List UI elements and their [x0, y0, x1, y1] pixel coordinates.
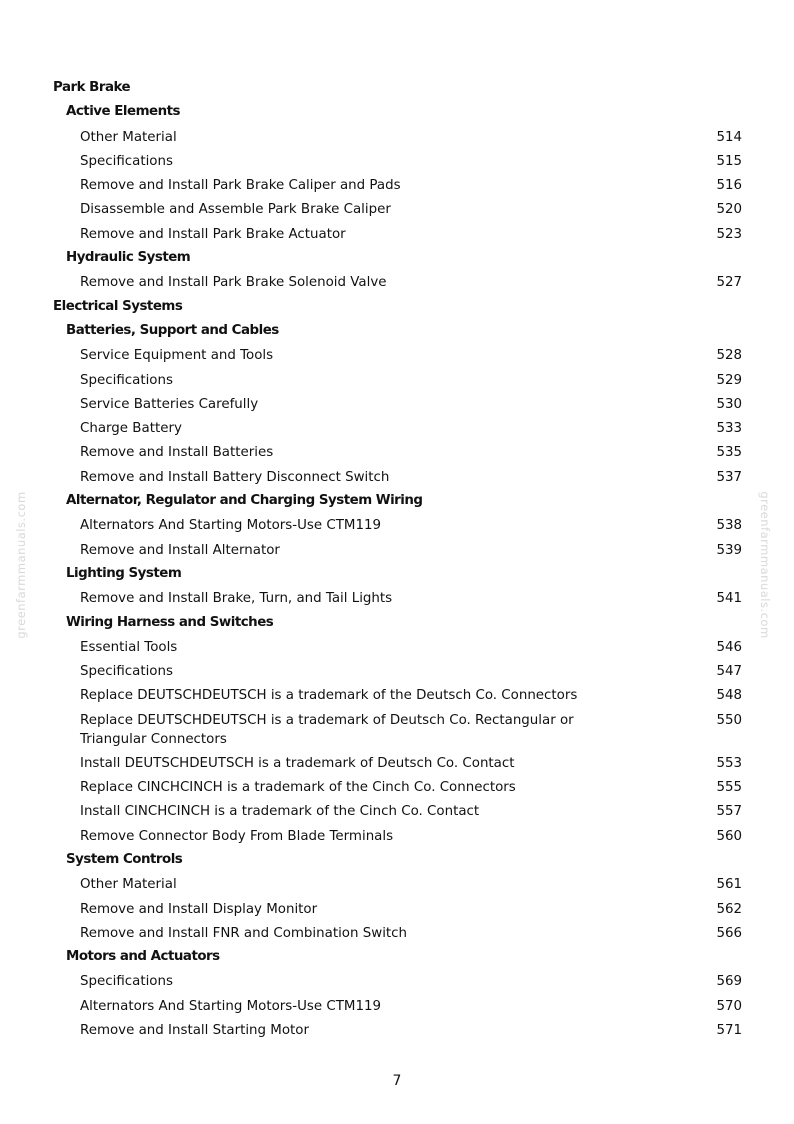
toc-entry[interactable] — [0, 708, 794, 751]
toc-entry[interactable] — [0, 149, 794, 173]
toc-entry[interactable] — [0, 635, 794, 659]
watermark-left: greenfarmmanuals.com — [14, 491, 28, 639]
toc-entry[interactable] — [0, 824, 794, 848]
toc-entry[interactable] — [0, 775, 794, 799]
toc-entry-title: Remove Connector Body From Blade Terminals — [80, 828, 394, 844]
toc-heading-title: System Controls — [66, 851, 183, 867]
toc-entry-title: Other Material — [80, 877, 177, 893]
toc-entry-title: Replace DEUTSCHDEUTSCH is a trademark of the Deutsch Co. Connectors — [80, 688, 578, 704]
toc-section — [0, 100, 794, 124]
toc-entry-title: Alternators And Starting Motors-Use CTM119 — [80, 998, 382, 1014]
toc-page-number: 553 — [716, 755, 742, 771]
toc-heading-title: Batteries, Support and Cables — [66, 322, 279, 338]
toc-entry-title: Disassemble and Assemble Park Brake Caliper — [80, 202, 391, 218]
toc-heading-title: Motors and Actuators — [66, 949, 220, 965]
toc-page-number: 548 — [716, 688, 742, 704]
toc-entry-title: Remove and Install Starting Motor — [80, 1022, 309, 1038]
toc-entry-title: Remove and Install Park Brake Caliper and Pads — [80, 178, 401, 194]
toc-section — [0, 848, 794, 872]
toc-page-number: 514 — [716, 129, 742, 145]
toc-page-number: 571 — [716, 1022, 742, 1038]
toc-entry-title: Service Batteries Carefully — [80, 396, 259, 412]
toc-entry-title: Remove and Install Park Brake Actuator — [80, 226, 346, 242]
toc-section — [0, 945, 794, 969]
toc-entry[interactable] — [0, 222, 794, 246]
toc-entry[interactable] — [0, 173, 794, 197]
toc-heading-title: Alternator, Regulator and Charging System Wiring — [66, 493, 423, 509]
watermark-right: greenfarmmanuals.com — [758, 491, 772, 639]
toc-page-number: 538 — [716, 518, 742, 534]
toc-section — [0, 611, 794, 635]
toc-entry[interactable] — [0, 1018, 794, 1042]
toc-page-number: 546 — [716, 639, 742, 655]
toc-entry-title: Remove and Install Display Monitor — [80, 901, 318, 917]
toc-entry[interactable] — [0, 197, 794, 221]
toc-section — [0, 319, 794, 343]
toc-entry-title: Install CINCHCINCH is a trademark of the Cinch Co. Contact — [80, 804, 480, 820]
toc-heading-title: Hydraulic System — [66, 250, 191, 266]
toc-entry-title: Other Material — [80, 129, 177, 145]
toc-entry[interactable] — [0, 416, 794, 440]
toc-entry-title: Specifications — [80, 664, 173, 680]
toc-page-number: 555 — [716, 780, 742, 796]
toc-entry-title: Remove and Install FNR and Combination Switch — [80, 925, 408, 941]
toc-section — [0, 562, 794, 586]
toc-heading-title: Wiring Harness and Switches — [66, 614, 274, 630]
toc-page-number: 550 — [716, 712, 742, 728]
toc-section — [0, 489, 794, 513]
toc-page-number: 523 — [716, 226, 742, 242]
toc-entry-title: Specifications — [80, 372, 173, 388]
toc-entry-title: Specifications — [80, 974, 173, 990]
toc-entry[interactable] — [0, 799, 794, 823]
toc-chapter — [0, 295, 794, 319]
toc-heading-title: Park Brake — [53, 80, 131, 95]
toc-page-number: 566 — [716, 925, 742, 941]
toc-page-number: 528 — [716, 348, 742, 364]
toc-page-number: 515 — [716, 153, 742, 169]
toc-heading-title: Active Elements — [66, 104, 181, 120]
toc-entry-title: Service Equipment and Tools — [80, 348, 274, 364]
toc-entry[interactable] — [0, 586, 794, 610]
toc-entry-title: Specifications — [80, 153, 173, 169]
toc-entry-title: Install DEUTSCHDEUTSCH is a trademark of Deutsch Co. Contact — [80, 755, 515, 771]
toc-page-number: 569 — [716, 974, 742, 990]
toc-page-number: 516 — [716, 178, 742, 194]
toc-entry-title: Charge Battery — [80, 421, 182, 437]
toc-entry-title: Remove and Install Brake, Turn, and Tail Lights — [80, 591, 393, 607]
toc-entry[interactable] — [0, 872, 794, 896]
toc-entry[interactable] — [0, 921, 794, 945]
toc-page-number: 562 — [716, 901, 742, 917]
toc-section — [0, 246, 794, 270]
toc-page-number: 533 — [716, 421, 742, 437]
toc-page-number: 529 — [716, 372, 742, 388]
toc-page-number: 547 — [716, 664, 742, 680]
toc-heading-title: Electrical Systems — [53, 298, 183, 314]
toc-page-number: 530 — [716, 396, 742, 412]
toc-entry[interactable] — [0, 513, 794, 537]
page-number: 7 — [392, 1073, 402, 1089]
toc-page-number: 537 — [716, 469, 742, 485]
toc-entry[interactable] — [0, 440, 794, 464]
toc-chapter — [0, 76, 794, 100]
toc-page-number: 561 — [716, 877, 742, 893]
toc-entry-title: Remove and Install Battery Disconnect Switch — [80, 469, 390, 485]
toc-page-number: 539 — [716, 542, 742, 558]
toc-entry-title: Essential Tools — [80, 639, 178, 655]
toc-entry-title: Alternators And Starting Motors-Use CTM119 — [80, 518, 382, 534]
toc-entry-title: Replace CINCHCINCH is a trademark of the Cinch Co. Connectors — [80, 780, 516, 796]
toc-page-number: 541 — [716, 591, 742, 607]
toc-entry[interactable] — [0, 465, 794, 489]
toc-entry[interactable] — [0, 751, 794, 775]
toc-entry[interactable] — [0, 683, 794, 707]
toc-entry[interactable] — [0, 125, 794, 149]
toc-page-number: 520 — [716, 202, 742, 218]
toc-page-number: 557 — [716, 804, 742, 820]
toc-entry[interactable] — [0, 994, 794, 1018]
toc-entry[interactable] — [0, 659, 794, 683]
toc-entry[interactable] — [0, 392, 794, 416]
toc-page-number: 527 — [716, 275, 742, 291]
toc-entry[interactable] — [0, 343, 794, 367]
toc-page-number: 560 — [716, 828, 742, 844]
toc-entry[interactable] — [0, 538, 794, 562]
toc-entry[interactable] — [0, 368, 794, 392]
table-of-contents — [0, 76, 794, 1042]
toc-entry[interactable] — [0, 969, 794, 993]
toc-entry-title: Remove and Install Batteries — [80, 445, 274, 461]
toc-page-number: 535 — [716, 445, 742, 461]
toc-entry-title: Replace DEUTSCHDEUTSCH is a trademark of Deutsch Co. Rectangular or Triangular Connectors — [80, 712, 574, 748]
toc-entry-title: Remove and Install Park Brake Solenoid Valve — [80, 275, 387, 291]
toc-heading-title: Lighting System — [66, 565, 182, 581]
toc-entry[interactable] — [0, 270, 794, 294]
toc-entry-title: Remove and Install Alternator — [80, 542, 280, 558]
toc-entry[interactable] — [0, 897, 794, 921]
toc-page-number: 570 — [716, 998, 742, 1014]
